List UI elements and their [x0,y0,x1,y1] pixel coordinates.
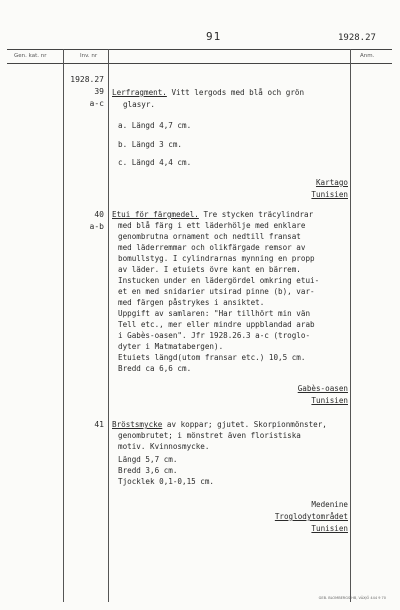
column-header-inv: Inv. nr [80,53,98,59]
place-name: Kartago [315,178,348,187]
place-name: Tunisien [311,524,348,533]
entry-title: Etui för färgmedel. [112,210,199,219]
inv-number: 39 [94,87,104,96]
entry-text: med blå färg i ett läderhölje med enklare [118,221,306,230]
entry-text: genombrutet; i mönstret även floristiska [118,431,301,440]
place-name: Tunisien [311,190,348,199]
column-headers [0,52,400,63]
entry-text: b. Längd 3 cm. [118,140,183,149]
entry-text: dyter i Matmatabergen). [118,342,224,351]
entry-text: Instucken under en lädergördel omkring etui- [118,276,320,285]
entry-text: genombrutna ornament och nedtill fransat [118,232,301,241]
column-divider-1 [63,49,64,602]
entry-text: i Gabès-oasen". Jfr 1928.26.3 a-c (troglo- [118,331,311,340]
entry-first-line [112,88,304,97]
entry-text: Bredd ca 6,6 cm. [118,364,192,373]
place-name: Gabès-oasen [297,384,348,393]
page-year: 1928.27 [338,33,376,43]
entry-text: Tell etc., mer eller mindre uppblandad arab [118,320,315,329]
entry-text: med färgen påstrykes i ansiktet. [118,298,265,307]
entry-title: Lerfragment. [112,88,167,97]
page-number: 91 [206,30,222,43]
entry-text: glasyr. [123,100,156,109]
entry-title: Bröstsmycke [112,420,163,429]
place-name: Troglodytområdet [274,512,348,521]
entry-text: Vitt lergods med blå och grön [166,88,305,97]
entry-text: bomullstyg. I cylindrarnas mynning en propp [118,254,315,263]
inv-number: a-b [89,222,104,231]
entry-text: Tjocklek 0,1-0,15 cm. [118,477,215,486]
column-divider-3 [350,49,351,602]
place-name: Tunisien [311,396,348,405]
inv-number: a-c [89,99,104,108]
inv-number: 40 [94,210,104,219]
entry-text: Etuiets längd(utom fransar etc.) 10,5 cm. [118,353,306,362]
column-header-anm: Anm. [360,53,375,59]
place-name: Medenine [311,500,348,509]
header-rule-top [7,49,392,50]
entry-text: motiv. Kvinnosmycke. [118,442,210,451]
entry-text: med läderremmar och olikfärgade remsor av [118,243,306,252]
entry-text: Tre stycken träcylindrar [198,210,314,219]
entry-text: et en med snidarier utsirad pinne (b), var- [118,287,315,296]
printer-imprint: GEB. BLOMBERGS HB, VÄXJÖ 444 9 70 [318,596,386,600]
entry-text: c. Längd 4,4 cm. [118,158,192,167]
header-rule-bottom [7,63,392,64]
column-header-gen-kat: Gen. kat. nr [14,53,47,59]
inv-number: 41 [94,420,104,429]
entry-text: a. Längd 4,7 cm. [118,121,192,130]
entry-first-line [112,420,327,429]
entry-first-line [112,210,313,219]
entry-text: av läder. I etuiets övre kant en bärrem. [118,265,301,274]
page-header [0,30,400,46]
entry-text: Bredd 3,6 cm. [118,466,178,475]
entry-text: Uppgift av samlaren: "Har tillhört min vän [118,309,311,318]
entry-text: av koppar; gjutet. Skorpionmönster, [162,420,327,429]
column-divider-2 [108,49,109,602]
inv-number: 1928.27 [70,75,104,84]
entry-text: Längd 5,7 cm. [118,455,178,464]
